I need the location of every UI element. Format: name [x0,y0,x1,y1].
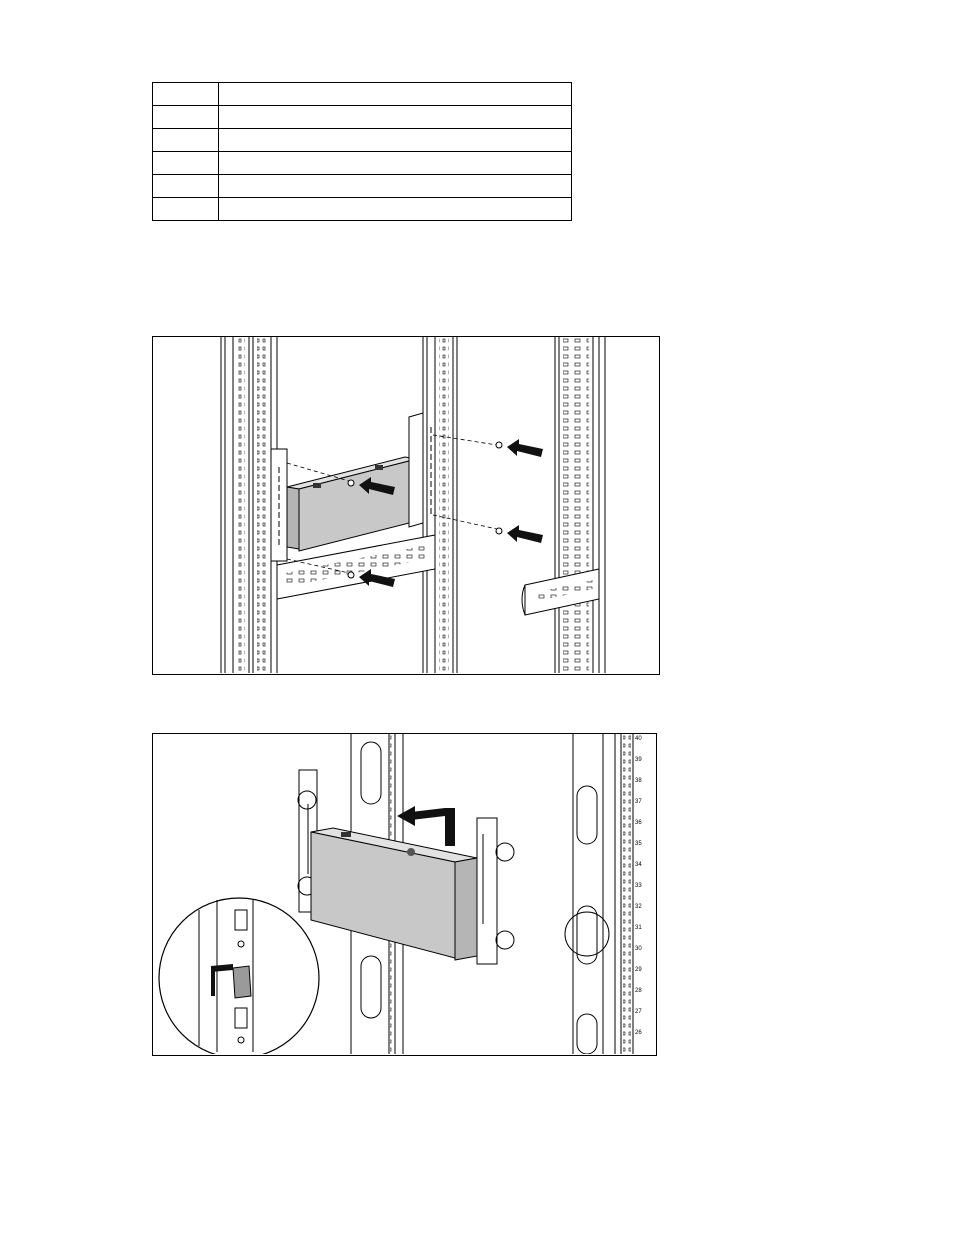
rack-unit-label: 26 [635,1030,642,1036]
description-cell [219,129,572,152]
figure-rack-hang [152,733,657,1056]
item-cell [153,83,219,106]
description-cell [219,152,572,175]
description-cell [219,83,572,106]
pdu-device [311,828,477,960]
item-cell [153,152,219,175]
rack-unit-label: 33 [635,883,642,889]
right-rack-post [555,337,605,673]
right-bracket [409,413,431,527]
rack-unit-label: 40 [635,736,642,742]
lift-arrow [397,806,455,846]
description-cell [219,106,572,129]
table-row [153,175,572,198]
rack-mount-illustration [153,337,658,673]
rack-unit-label: 32 [635,904,642,910]
rack-unit-label: 27 [635,1009,642,1015]
right-rack-post [565,734,633,1054]
figure-rack-mount-screws [152,336,660,675]
pdu-device [287,457,417,551]
rack-unit-labels [635,736,642,1036]
detail-inset [159,898,319,1054]
rack-unit-label: 31 [635,925,642,931]
table-row [153,129,572,152]
rack-unit-label: 30 [635,946,642,952]
left-rack-post [221,337,277,673]
rack-unit-label: 34 [635,862,642,868]
legend-table [152,82,572,221]
right-bracket [477,818,514,964]
middle-rack-post [423,337,457,673]
rack-unit-label: 35 [635,841,642,847]
table-row [153,106,572,129]
table-row [153,198,572,221]
rack-unit-label: 39 [635,757,642,763]
rack-unit-label: 28 [635,988,642,994]
rack-unit-label: 37 [635,799,642,805]
rack-unit-label: 38 [635,778,642,784]
table-row [153,83,572,106]
rack-hang-illustration [153,734,655,1054]
left-bracket [271,449,287,561]
item-cell [153,129,219,152]
item-cell [153,106,219,129]
rack-unit-label: 29 [635,967,642,973]
item-cell [153,198,219,221]
description-cell [219,198,572,221]
rack-unit-label: 36 [635,820,642,826]
description-cell [219,175,572,198]
item-cell [153,175,219,198]
table-row [153,152,572,175]
